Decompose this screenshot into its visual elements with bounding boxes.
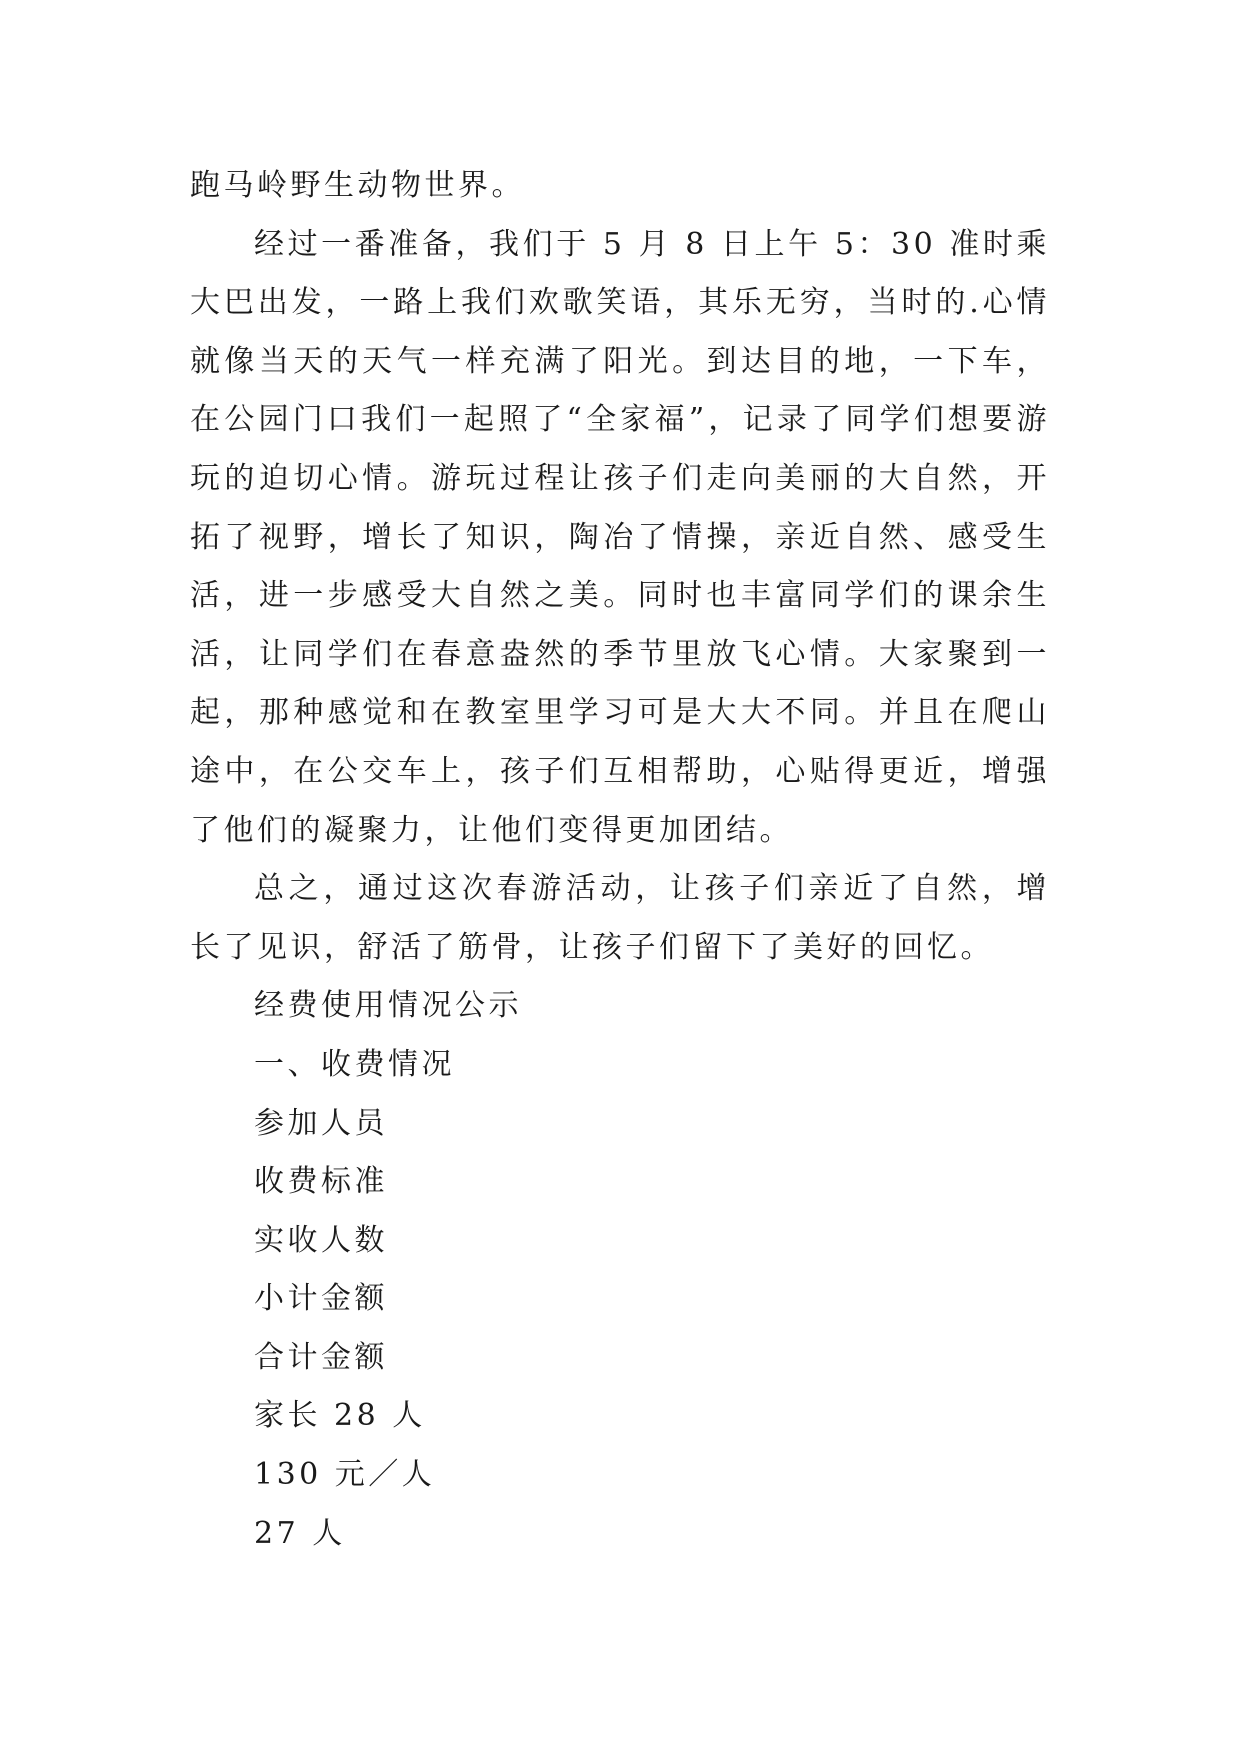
table-item-fee-per-person: 130 元／人	[254, 1457, 436, 1493]
paragraph-trip-description: 经过一番准备，我们于 5 月 8 日上午 5：30 准时乘大巴出发，一路上我们欢歌笑语，其乐无穷，当时的.心情就像当天的天气一样充满了阳光。到达目的地，一下车，在公园门口我们一起照了“全家福”，记录了同学们想要游玩的迫切心情。游玩过程让孩子们走向美丽的大自然，开拓了视野，增长了知识，陶冶了情操，亲近自然、感受生活，进一步感受大自然之美。同时也丰富同学们的课余生活，让同学们在春意盎然的季节里放飞心情。大家聚到一起，那种感觉和在教室里学习可是大大不同。并且在爬山途中，在公交车上，孩子们互相帮助，心贴得更近，增强了他们的凝聚力，让他们变得更加团结。	[190, 226, 1050, 848]
table-item-subtotal: 小计金额	[254, 1281, 388, 1317]
section-title: 经费使用情况公示	[254, 988, 522, 1024]
paragraph-continuation: 跑马岭野生动物世界。	[190, 168, 525, 203]
paragraph-conclusion: 总之，通过这次春游活动，让孩子们亲近了自然，增长了见识，舒活了筋骨，让孩子们留下了美好的回忆。	[190, 871, 1050, 965]
table-item-participants: 参加人员	[254, 1105, 388, 1141]
document-body	[190, 157, 1050, 1563]
subsection-title: 一、收费情况	[254, 1046, 455, 1082]
table-item-parents: 家长 28 人	[254, 1398, 426, 1434]
table-item-total: 合计金额	[254, 1339, 388, 1375]
table-item-fee-standard: 收费标准	[254, 1164, 388, 1200]
table-item-actual-count: 实收人数	[254, 1222, 388, 1258]
table-item-count-value: 27 人	[254, 1515, 346, 1551]
